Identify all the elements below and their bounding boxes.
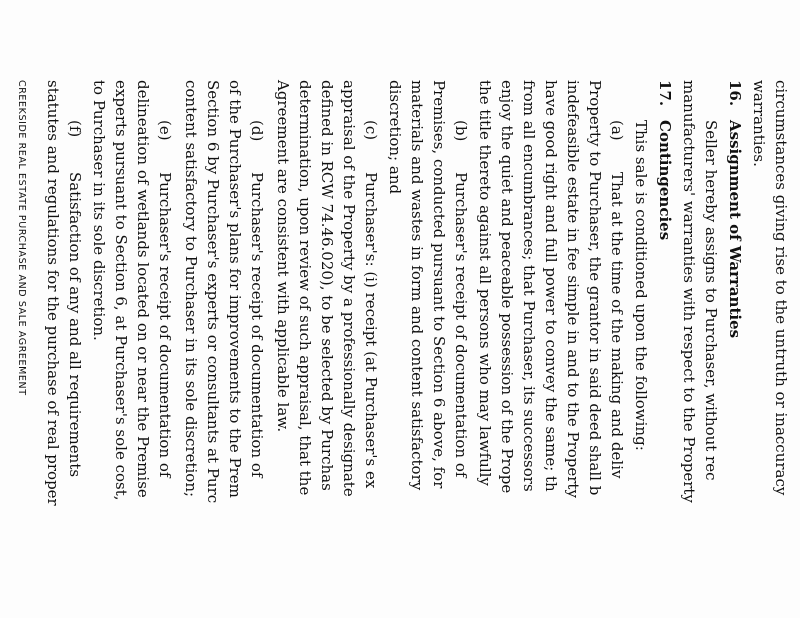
item-d-line: of the Purchaser's plans for improvements to the Prem xyxy=(226,80,244,498)
item-d-label: (d) xyxy=(248,120,266,142)
document-footer: CREEKSIDE REAL ESTATE PURCHASE AND SALE AGREEMENT xyxy=(16,80,27,396)
item-a-line: Property to Purchaser, the grantor in said deed shall b xyxy=(586,80,604,496)
item-d-line: Section 6 by Purchaser's experts or consultants at Purc xyxy=(204,80,222,504)
item-e-label: (e) xyxy=(156,120,174,141)
section-16-body-line: Seller hereby assigns to Purchaser, without rec xyxy=(702,120,720,481)
item-f-line: Satisfaction of any and all requirements xyxy=(66,172,84,478)
item-f-label: (f) xyxy=(66,120,84,138)
item-a-line: have good right and full power to convey the same; th xyxy=(542,80,560,492)
section-16-heading: Assignment of Warranties xyxy=(726,120,744,339)
item-a-line: enjoy the quiet and peaceable possession of the Prope xyxy=(498,80,516,494)
item-a-line: from all encumbrances; that Purchaser, its successors xyxy=(520,80,538,492)
item-e-line: Purchaser's receipt of documentation of xyxy=(156,172,174,478)
item-b-line: discretion; and xyxy=(386,80,404,195)
item-c-line: appraisal of the Property by a professionally designate xyxy=(340,80,358,497)
section-16-number: 16. xyxy=(726,80,744,107)
item-c-line: Agreement are consistent with applicable law. xyxy=(274,80,292,433)
item-f-line: statutes and regulations for the purchase of real proper xyxy=(44,80,62,506)
section-17-intro: This sale is conditioned upon the following: xyxy=(632,120,650,451)
item-a-line: indefeasible estate in fee simple in and to the Property xyxy=(564,80,582,498)
item-a-line: the title thereto against all persons who may lawfully xyxy=(476,80,494,486)
item-b-line: Purchaser's receipt of documentation of xyxy=(452,172,470,478)
section-17-number: 17. xyxy=(656,80,674,107)
item-b-line: materials and wastes in form and content satisfactory xyxy=(408,80,426,491)
section-16-body-line: manufacturers' warranties with respect to the Property xyxy=(680,80,698,503)
section-17-heading: Contingencies xyxy=(656,120,674,241)
item-b-label: (b) xyxy=(452,120,470,142)
item-e-line: experts pursuant to Section 6, at Purchaser's sole cost, xyxy=(112,80,130,501)
item-b-line: Premises, conducted pursuant to Section 6 above, for xyxy=(430,80,448,489)
item-e-line: delineation of wetlands located on or near the Premise xyxy=(134,80,152,498)
carryover-line: circumstances giving rise to the untruth or inaccuracy xyxy=(772,80,790,496)
carryover-line: warranties. xyxy=(750,80,768,167)
item-d-line: content satisfactory to Purchaser in its sole discretion; xyxy=(182,80,200,498)
item-a-label: (a) xyxy=(608,120,626,141)
item-c-line: determination, upon review of such appraisal, that the xyxy=(296,80,314,496)
item-c-line: Purchaser's: (i) receipt (at Purchaser's ex xyxy=(362,172,380,489)
item-c-line: defined in RCW 74.46.020), to be selected by Purchas xyxy=(318,80,336,491)
item-e-line: to Purchaser in its sole discretion. xyxy=(90,80,108,341)
item-c-label: (c) xyxy=(362,120,380,141)
item-a-line: That at the time of the making and deliv xyxy=(608,172,626,479)
item-d-line: Purchaser's receipt of documentation of xyxy=(248,172,266,478)
